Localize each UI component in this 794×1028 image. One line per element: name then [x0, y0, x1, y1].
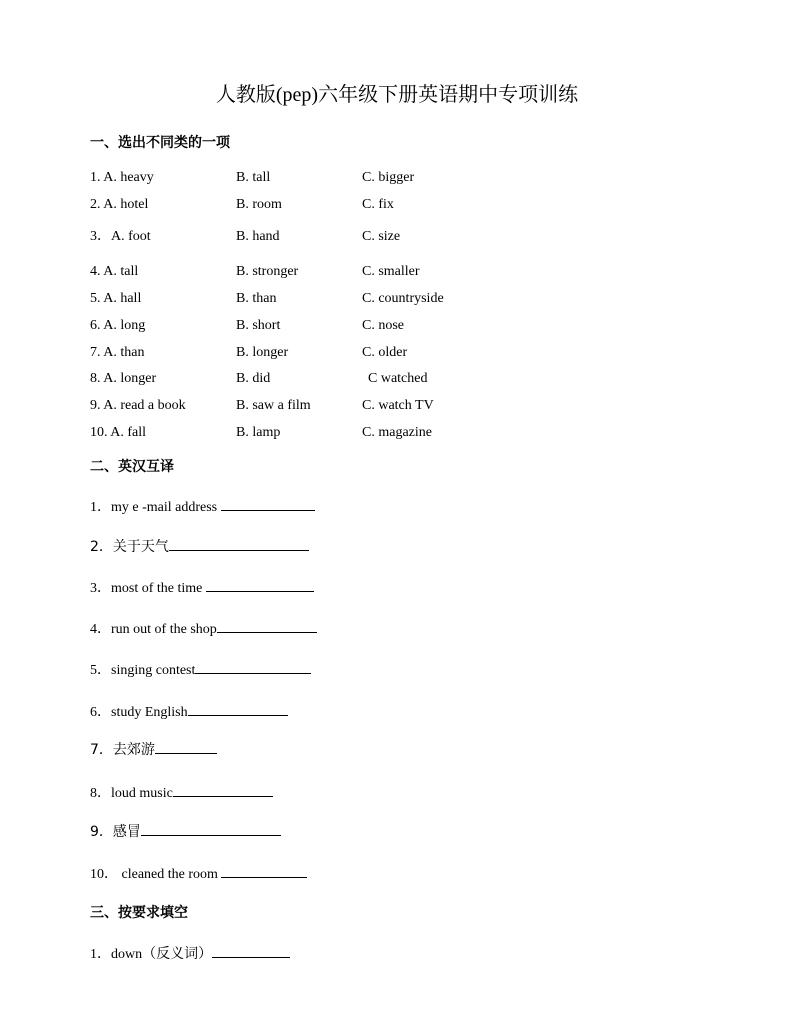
item-text: run out of the shop — [111, 622, 217, 637]
translation-item — [90, 577, 314, 599]
option-a: 9. A. read a book — [90, 398, 186, 413]
option-a: 4. A. tall — [90, 264, 139, 279]
option-a: 3．A. foot — [90, 229, 151, 244]
translation-item — [90, 618, 317, 640]
answer-blank[interactable] — [169, 536, 309, 551]
option-c: C. bigger — [362, 170, 415, 185]
option-b: B. lamp — [236, 425, 281, 440]
answer-blank[interactable] — [141, 821, 281, 836]
item-text: loud music — [111, 786, 173, 801]
option-b: B. room — [236, 197, 282, 212]
translation-item — [90, 821, 281, 842]
option-b: B. saw a film — [236, 398, 311, 413]
item-number: 4． — [90, 622, 111, 637]
option-c: C. nose — [362, 318, 404, 333]
option-a: 5. A. hall — [90, 291, 142, 306]
option-b: B. than — [236, 291, 277, 306]
translation-item — [90, 782, 273, 804]
option-b: B. hand — [236, 229, 280, 244]
item-number: 10． — [90, 867, 118, 882]
option-b: B. did — [236, 371, 271, 386]
option-a: 10. A. fall — [90, 425, 146, 440]
option-c: C. countryside — [362, 291, 444, 306]
option-c: C watched — [368, 371, 428, 386]
translation-item — [90, 496, 315, 518]
answer-blank[interactable] — [212, 943, 290, 958]
fill-in-item — [90, 943, 290, 965]
option-c: C. watch TV — [362, 398, 434, 413]
translation-item — [90, 701, 288, 723]
answer-blank[interactable] — [221, 496, 315, 511]
item-number: 8． — [90, 786, 111, 801]
option-b: B. tall — [236, 170, 271, 185]
option-b: B. longer — [236, 345, 289, 360]
item-number: 2． — [90, 539, 113, 555]
answer-blank[interactable] — [173, 782, 273, 797]
answer-blank[interactable] — [188, 701, 288, 716]
item-text: study English — [111, 705, 188, 720]
item-text: 去郊游 — [112, 742, 155, 758]
answer-blank[interactable] — [195, 659, 311, 674]
option-a: 2. A. hotel — [90, 197, 149, 212]
item-number: 1． — [90, 500, 111, 515]
option-b: B. short — [236, 318, 281, 333]
answer-blank[interactable] — [155, 739, 217, 754]
option-a: 6. A. long — [90, 318, 146, 333]
item-text: my e -mail address — [111, 500, 221, 515]
section-1-heading: 一、选出不同类的一项 — [90, 135, 230, 151]
item-text: 感冒 — [112, 824, 141, 840]
option-c: C. fix — [362, 197, 394, 212]
item-number: 9． — [90, 824, 113, 840]
item-number: 7． — [90, 742, 113, 758]
option-c: C. size — [362, 229, 401, 244]
translation-item — [90, 536, 309, 557]
section-2-heading: 二、英汉互译 — [90, 459, 174, 475]
answer-blank[interactable] — [221, 863, 307, 878]
item-number: 1． — [90, 947, 111, 962]
option-a: 7. A. than — [90, 345, 145, 360]
item-text: most of the time — [111, 581, 206, 596]
option-c: C. magazine — [362, 425, 432, 440]
answer-blank[interactable] — [217, 618, 317, 633]
item-number: 6． — [90, 705, 111, 720]
section-3-heading: 三、按要求填空 — [90, 905, 188, 921]
option-c: C. smaller — [362, 264, 420, 279]
item-text: down（反义词） — [111, 947, 213, 962]
option-a: 1. A. heavy — [90, 170, 154, 185]
option-a: 8. A. longer — [90, 371, 157, 386]
item-number: 3． — [90, 581, 111, 596]
item-text: singing contest — [111, 663, 196, 678]
item-text: cleaned the room — [118, 867, 222, 882]
item-number: 5． — [90, 663, 111, 678]
option-c: C. older — [362, 345, 408, 360]
translation-item — [90, 863, 307, 885]
option-b: B. stronger — [236, 264, 299, 279]
translation-item — [90, 659, 311, 681]
translation-item — [90, 739, 217, 760]
page-title: 人教版(pep)六年级下册英语期中专项训练 — [215, 84, 579, 106]
answer-blank[interactable] — [206, 577, 314, 592]
item-text: 关于天气 — [112, 539, 169, 555]
